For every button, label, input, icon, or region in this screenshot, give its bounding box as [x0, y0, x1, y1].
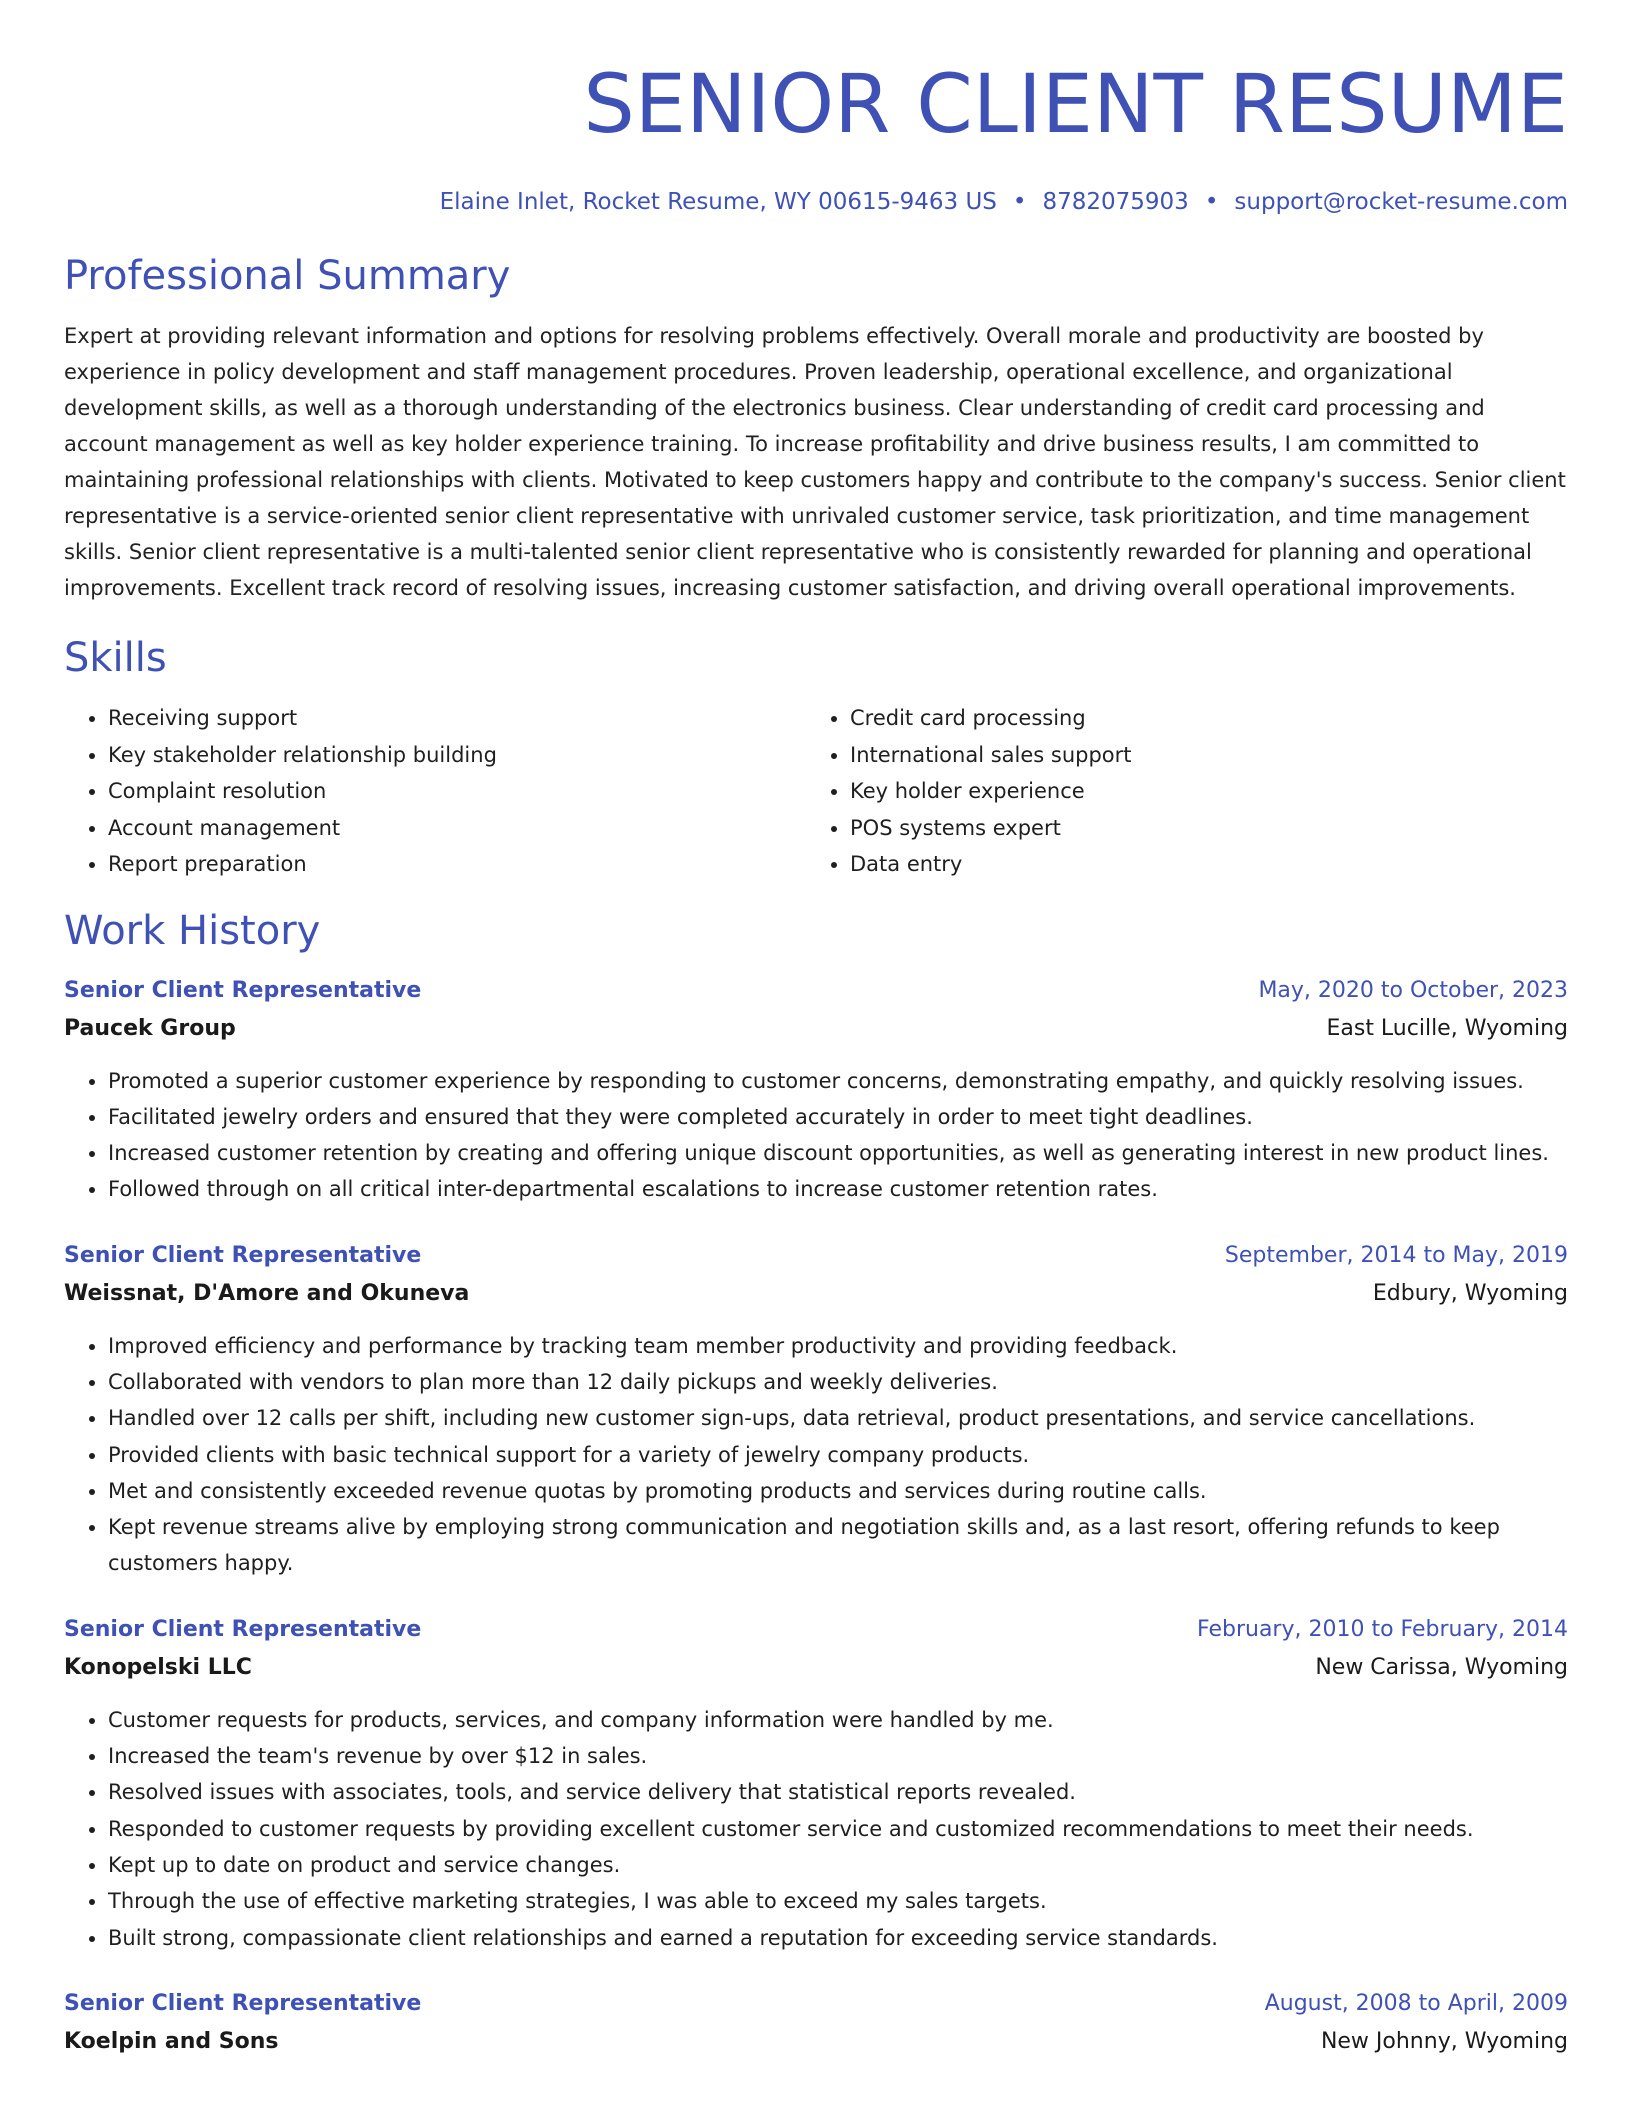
job-bullet: • Built strong, compassionate client relationships and earned a reputation for exceeding service standards.: [108, 1920, 1568, 1956]
job-company: Konopelski LLC: [64, 1654, 252, 1680]
job-company: Weissnat, D'Amore and Okuneva: [64, 1280, 470, 1306]
job-company: Koelpin and Sons: [64, 2028, 279, 2054]
contact-line: [64, 186, 1568, 218]
job-bullet: • Increased the team's revenue by over $12 in sales.: [108, 1738, 1568, 1774]
job-dates: May, 2020 to October, 2023: [1258, 977, 1568, 1003]
job-bullets: [64, 1328, 1568, 1582]
job-location: Edbury, Wyoming: [1372, 1280, 1568, 1306]
job-bullet: • Increased customer retention by creating and offering unique discount opportunities, as well as generating interest in new product lines.: [108, 1135, 1568, 1171]
job-header-row: [64, 1238, 1568, 1274]
job-bullet: • Improved efficiency and performance by tracking team member productivity and providing feedback.: [108, 1328, 1568, 1364]
job-company-row: [64, 2022, 1568, 2062]
skill-item: • International sales support: [850, 737, 1568, 774]
job-bullet: • Provided clients with basic technical support for a variety of jewelry company products.: [108, 1437, 1568, 1473]
job-dates: September, 2014 to May, 2019: [1224, 1242, 1568, 1268]
job-title: Senior Client Representative: [64, 1616, 422, 1642]
skill-item: • Account management: [108, 810, 806, 847]
job-location: East Lucille, Wyoming: [1326, 1015, 1568, 1041]
skill-item: • Credit card processing: [850, 700, 1568, 737]
section-title-summary: Professional Summary: [64, 253, 511, 299]
job-entry: [64, 1612, 1568, 1956]
job-bullets: [64, 1063, 1568, 1208]
job-dates: February, 2010 to February, 2014: [1197, 1616, 1568, 1642]
job-title: Senior Client Representative: [64, 1242, 422, 1268]
section-title-work-history: Work History: [64, 907, 321, 954]
job-bullet: • Responded to customer requests by providing excellent customer service and customized recommendations to meet their needs.: [108, 1811, 1568, 1847]
job-company-row: [64, 1648, 1568, 1688]
job-bullet: • Resolved issues with associates, tools, and service delivery that statistical reports revealed.: [108, 1774, 1568, 1810]
contact-address: Elaine Inlet, Rocket Resume, WY 00615-9463 US: [439, 189, 997, 215]
skills-list: [64, 700, 1568, 883]
skills-column-left: [64, 700, 806, 883]
job-title: Senior Client Representative: [64, 1990, 422, 2016]
job-header-row: [64, 1986, 1568, 2022]
skills-column-right: [806, 700, 1568, 883]
contact-phone: 8782075903: [1042, 189, 1189, 215]
job-entry: [64, 1238, 1568, 1582]
job-entry: [64, 973, 1568, 1208]
job-bullet: • Met and consistently exceeded revenue quotas by promoting products and services during routine calls.: [108, 1473, 1568, 1509]
job-location: New Johnny, Wyoming: [1320, 2028, 1568, 2054]
skill-item: • POS systems expert: [850, 810, 1568, 847]
job-title: Senior Client Representative: [64, 977, 422, 1003]
job-bullet: • Facilitated jewelry orders and ensured that they were completed accurately in order to meet tight deadlines.: [108, 1099, 1568, 1135]
skill-item: • Receiving support: [108, 700, 806, 737]
job-company-row: [64, 1274, 1568, 1314]
skill-item: • Key holder experience: [850, 773, 1568, 810]
job-entry: [64, 1986, 1568, 2062]
section-title-skills: Skills: [64, 635, 167, 681]
summary-text: Expert at providing relevant information and options for resolving problems effectively. Overall morale and productivity are boosted by experience in policy development and staff management procedures. Proven leadership, operational excellence, and organizational development skills, as well as a thorough understanding of the electronics business. Clear understanding of credit card processing and account management as well as key holder experience training. To increase profitability and drive business results, I am committed to maintaining professional relationships with clients. Motivated to keep customers happy and contribute to the company's success. Senior client representative is a service-oriented senior client representative with unrivaled customer service, task prioritization, and time management skills. Senior client representative is a multi-talented senior client representative who is consistently rewarded for planning and operational improvements. Excellent track record of resolving issues, increasing customer satisfaction, and driving overall operational improvements.: [64, 324, 1566, 600]
skill-item: • Data entry: [850, 846, 1568, 883]
job-location: New Carissa, Wyoming: [1315, 1654, 1568, 1680]
contact-separator: •: [1204, 189, 1219, 215]
job-dates: August, 2008 to April, 2009: [1264, 1990, 1568, 2016]
job-bullet: • Kept up to date on product and service changes.: [108, 1847, 1568, 1883]
job-header-row: [64, 973, 1568, 1009]
contact-email: support@rocket-resume.com: [1234, 189, 1568, 215]
job-bullet: • Through the use of effective marketing strategies, I was able to exceed my sales targets.: [108, 1883, 1568, 1919]
resume-page: [64, 0, 1568, 2062]
resume-title: SENIOR CLIENT RESUME: [583, 58, 1568, 152]
job-bullet: • Followed through on all critical inter-departmental escalations to increase customer retention rates.: [108, 1171, 1568, 1207]
job-bullet: • Customer requests for products, services, and company information were handled by me.: [108, 1702, 1568, 1738]
job-bullet: • Handled over 12 calls per shift, including new customer sign-ups, data retrieval, product presentations, and service cancellations.: [108, 1400, 1568, 1436]
job-bullet: • Collaborated with vendors to plan more than 12 daily pickups and weekly deliveries.: [108, 1364, 1568, 1400]
job-bullets: [64, 1702, 1568, 1956]
job-bullet: • Kept revenue streams alive by employing strong communication and negotiation skills and, as a last resort, offering refunds to keep customers happy.: [108, 1509, 1568, 1582]
job-company-row: [64, 1009, 1568, 1049]
skill-item: • Report preparation: [108, 846, 806, 883]
contact-separator: •: [1012, 189, 1027, 215]
job-company: Paucek Group: [64, 1015, 236, 1041]
skill-item: • Complaint resolution: [108, 773, 806, 810]
job-header-row: [64, 1612, 1568, 1648]
job-bullet: • Promoted a superior customer experience by responding to customer concerns, demonstrating empathy, and quickly resolving issues.: [108, 1063, 1568, 1099]
skill-item: • Key stakeholder relationship building: [108, 737, 806, 774]
